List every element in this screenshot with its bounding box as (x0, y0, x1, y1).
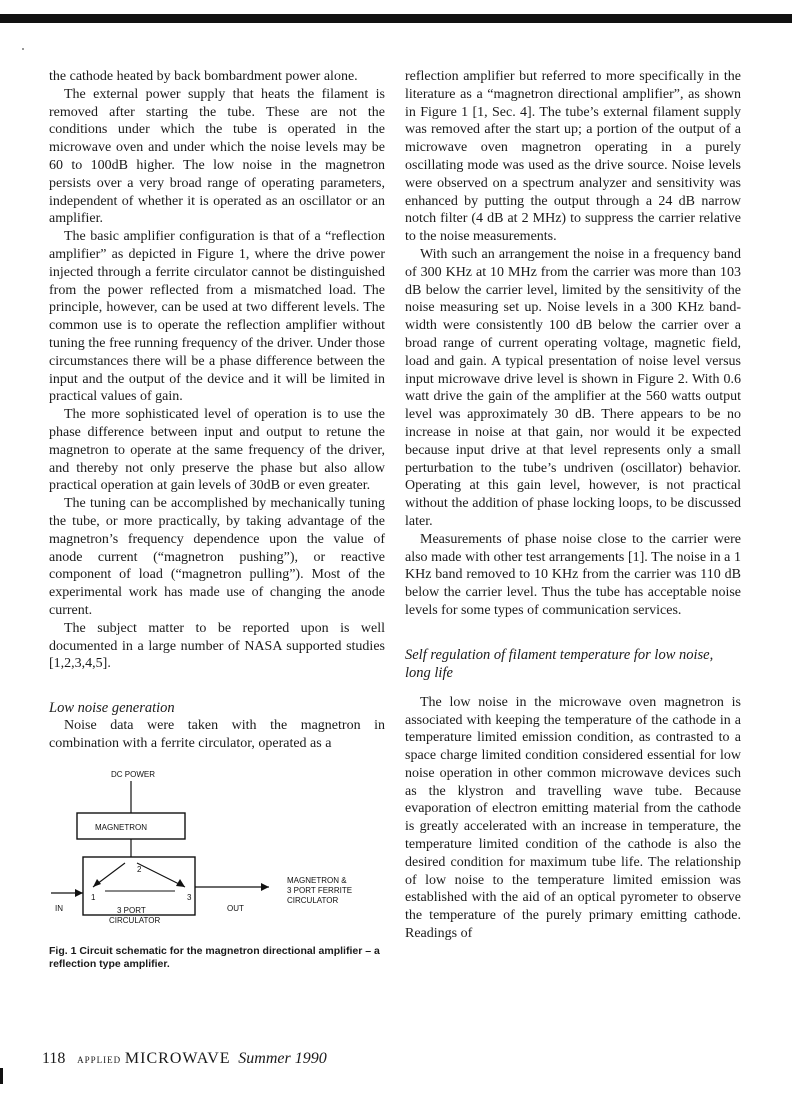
paragraph: With such an arrangement the noise in a frequency band of 300 KHz at 10 MHz from the carrier was more than 103 dB below the carrier level, limited by the sensitivity of the noise measuring set up. Noise levels in a 300 KHz band- width were consistently 100 dB below the carrier over a broad range of current operating voltage, magnetic field, load and gain. A typical presentation of noise level versus input microwave drive level is shown in Figure 2. With 0.6 watt drive the gain of the amplifier at the 560 watts output level was approximately 30 dB. There appears to be no increase in noise at that gain, nor would it be expected because input drive at that level represents only a small perturbation to the tube’s undriven (oscillator) behavior. Operating at this gain level, however, is not practical without the addition of phase locking loops, to be discussed later. (405, 246, 741, 529)
publication-name: APPLIED (77, 1055, 122, 1065)
left-edge-mark (0, 1068, 3, 1084)
page-footer (42, 1050, 327, 1068)
paragraph: Measurements of phase noise close to the carrier were also made with other test arrangements [1]. The noise in a 1 KHz band removed to 10 KHz from the carrier was 110 dB below the carrier level. Thus the tube has acceptable noise levels for some types of communication services. (405, 531, 741, 618)
section-heading-self-regulation: Self regulation of filament temperature for low noise, long life (405, 646, 714, 681)
right-column (405, 68, 741, 943)
paragraph: The subject matter to be reported upon is well documented in a large number of NASA supported studies [1,2,3,4,5]. (49, 620, 385, 672)
magnetron-label: MAGNETRON (95, 822, 147, 832)
in-label: IN (55, 903, 63, 913)
out-label: OUT (227, 903, 244, 913)
side-label-1: MAGNETRON & (287, 875, 347, 885)
paragraph: The external power supply that heats the filament is removed after starting the tube. These are not the conditions under which the tube is operated in the microwave oven and under which the noise levels may be 60 to 100dB higher. The low noise in the magnetron persists over a very broad range of operating parameters, independent of whether it is operated as an oscillator or an amplifier. (49, 86, 385, 227)
circulator-label-2: CIRCULATOR (109, 915, 161, 925)
circulator-label-1: 3 PORT (117, 905, 146, 915)
circuit-schematic (49, 771, 385, 941)
paragraph: The more sophisticated level of operation is to use the phase difference between input and output to retune the magnetron to operate at the same frequency of the driver, and thereby not only preserve the phase but also allow practical operation at gain levels of 30dB or even greater. (49, 407, 385, 494)
paragraph: the cathode heated by back bombardment power alone. (49, 69, 358, 84)
paragraph: The tuning can be accomplished by mechanically tuning the tube, or more practically, by taking advantage of the magnetron’s frequency dependence upon the value of anode current (“magnetron pushing”), or reactive component of load (“magnetron pulling”). Most of the experimental work has made use of changing the anode current. (49, 496, 385, 618)
paragraph: reflection amplifier but referred to more specifically in the literature as a “magnetron directional amplifier”, as shown in Figure 1 [1, Sec. 4]. The tube’s external filament supply was removed after the start up; a portion of the output of a microwave oven magnetron operating in a purely oscillating mode was used as the drive source. Noise levels were observed on a spectrum analyzer and sensitivity was enhanced by putting the output through a 24 dB narrow notch filter (4 dB at 2 MHz) to suppress the carrier relative to the noise measurements. (405, 69, 741, 245)
scan-speck (22, 48, 24, 50)
output-arrowhead (261, 883, 269, 891)
side-label-2: 3 PORT FERRITE (287, 885, 353, 895)
page-number: 118 (42, 1050, 66, 1067)
port-1-label: 1 (91, 892, 96, 902)
side-label-3: CIRCULATOR (287, 895, 339, 905)
port-2-label: 2 (137, 864, 142, 874)
section-heading-low-noise: Low noise generation (49, 700, 175, 717)
arrowhead (93, 879, 101, 887)
port-3-label: 3 (187, 892, 192, 902)
input-arrowhead (75, 889, 83, 897)
paragraph: The low noise in the microwave oven magnetron is associated with keeping the temperature of the cathode in a temperature limited emission condition, as contrasted to a space charge limited condition considered essential for low noise operation in other common microwave devices such as the klystron and travelling wave tube. Because evaporation of electron emitting material from the cathode is greatly accelerated with an increase in temperature, the temperature limited condition of the cathode is also the desired condition for maximum tube life. The relationship of low noise to the temperature limited emission was established with the aid of an optical pyrometer to observe the temperature of the purely primary emitting cathode. Readings of (405, 694, 741, 942)
paragraph: The basic amplifier configuration is that of a “reflection amplifier” as depicted in Figure 1, where the drive power injected through a ferrite circulator cannot be distinguished from the power reflected from a mismatched load. The principle, however, can be used at two different levels. The common use is to operate the reflection amplifier without tuning the free running frequency of the driver. Under those circumstances there will be a phase difference between the input and the output of the device and it will be limited in practical values of gain. (49, 229, 385, 405)
magazine-name: MICROWAVE (124, 1050, 231, 1067)
left-column (49, 68, 385, 971)
dc-power-label: DC POWER (111, 770, 155, 779)
top-rule (0, 14, 792, 23)
issue-label: Summer 1990 (238, 1050, 327, 1067)
figure-1 (49, 771, 385, 941)
figure-caption: Fig. 1 Circuit schematic for the magnetron directional amplifier – a reflection type amplifier. (49, 944, 380, 970)
paragraph: Noise data were taken with the magnetron in combination with a ferrite circulator, operated as a (49, 718, 385, 751)
